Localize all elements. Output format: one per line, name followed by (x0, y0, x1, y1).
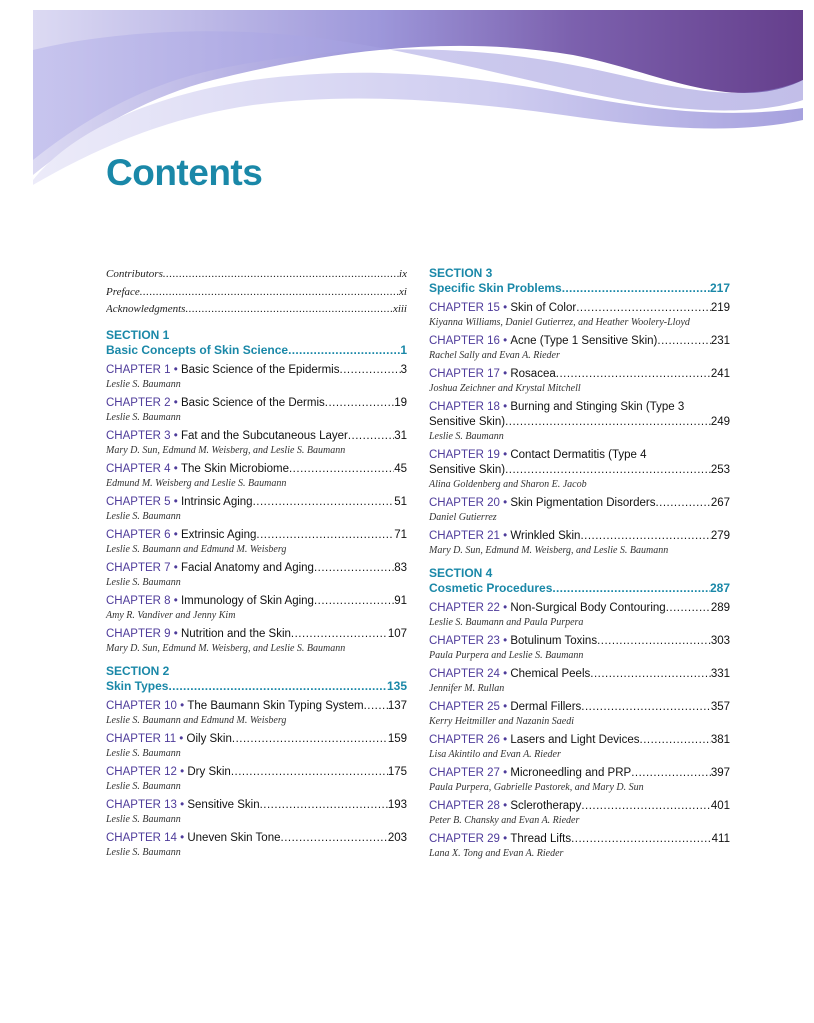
chapter-authors: Lana X. Tong and Evan A. Rieder (429, 848, 564, 859)
bullet-icon: • (170, 396, 181, 409)
bullet-icon: • (499, 734, 511, 746)
section-title-row[interactable] (106, 679, 407, 694)
chapter-page: 203 (387, 831, 407, 844)
bullet-icon: • (170, 594, 181, 607)
chapter-page: 107 (387, 627, 407, 640)
chapter-title-line (429, 334, 730, 349)
chapter-title-line (106, 765, 407, 780)
chapter-title-line (429, 766, 730, 781)
chapter-authors: Paula Purpera, Gabrielle Pastorek, and Mary D. Sun (429, 782, 644, 793)
chapter-number: CHAPTER 15 (429, 302, 500, 314)
chapter-title: Non-Surgical Body Contouring (510, 602, 666, 614)
toc-front-matter[interactable]: Contributors ..... ix (106, 266, 407, 284)
section-title-row[interactable] (429, 281, 730, 296)
chapter-title: The Skin Microbiome (180, 462, 289, 475)
chapter-title-continued: Sensitive Skin) (429, 464, 506, 476)
chapter-entry[interactable] (106, 396, 407, 424)
toc-section (106, 664, 407, 859)
chapter-number: CHAPTER 10 (106, 699, 177, 712)
page-title: Contents (106, 152, 263, 193)
section-title: Specific Skin Problems (429, 281, 562, 295)
chapter-title: Oily Skin (186, 732, 232, 745)
chapter-entry[interactable] (429, 601, 730, 629)
chapter-title: Extrinsic Aging (180, 528, 257, 541)
section-number: SECTION 2 (106, 663, 170, 678)
chapter-number: CHAPTER 8 (106, 594, 171, 607)
chapter-title-line (106, 495, 407, 510)
chapter-title: Acne (Type 1 Sensitive Skin) (510, 335, 658, 347)
chapter-title-line (106, 594, 407, 609)
chapter-authors: Amy R. Vandiver and Jenny Kim (106, 609, 236, 621)
chapter-authors: Daniel Gutierrez (429, 512, 497, 523)
chapter-entry[interactable] (429, 733, 730, 761)
chapter-authors: Leslie S. Baumann (106, 576, 181, 588)
chapter-authors: Leslie S. Baumann and Edmund M. Weisberg (106, 714, 287, 726)
chapter-title-line (106, 732, 407, 747)
bullet-icon: • (170, 561, 181, 574)
section-page: 287 (709, 581, 730, 595)
bullet-icon: • (170, 495, 181, 508)
chapter-page: 51 (394, 495, 407, 508)
chapter-entry[interactable] (429, 496, 730, 524)
chapter-page: 331 (710, 668, 730, 680)
chapter-entry[interactable] (106, 831, 407, 859)
bullet-icon: • (499, 833, 511, 845)
chapter-entry[interactable] (106, 732, 407, 760)
chapter-authors: Kerry Heitmiller and Nazanin Saedi (429, 716, 574, 727)
chapter-number: CHAPTER 5 (106, 495, 171, 508)
chapter-title-line (429, 448, 730, 463)
section-page: 135 (386, 678, 407, 693)
chapter-title: Basic Science of the Dermis (180, 396, 325, 409)
chapter-authors: Leslie S. Baumann and Paula Purpera (429, 617, 584, 628)
chapter-authors: Lisa Akintilo and Evan A. Rieder (429, 749, 561, 760)
section-number: SECTION 4 (429, 566, 493, 580)
bullet-icon: • (170, 462, 181, 475)
chapter-page: 253 (710, 464, 730, 476)
bullet-icon: • (499, 530, 511, 542)
bullet-icon: • (499, 449, 511, 461)
chapter-title-line (429, 700, 730, 715)
chapter-authors: Edmund M. Weisberg and Leslie S. Baumann (106, 477, 287, 489)
chapter-number: CHAPTER 4 (106, 462, 171, 475)
chapter-authors: Peter B. Chansky and Evan A. Rieder (429, 815, 580, 826)
chapter-title-line (429, 634, 730, 649)
chapter-title-line (106, 363, 407, 378)
chapter-entry[interactable] (429, 334, 730, 362)
section-number: SECTION 3 (429, 266, 493, 280)
chapter-page: 71 (394, 528, 407, 541)
chapter-title: Dermal Fillers (510, 701, 582, 713)
chapter-entry[interactable] (429, 529, 730, 557)
chapter-page: 137 (387, 699, 407, 712)
chapter-number: CHAPTER 29 (429, 833, 500, 845)
bullet-icon: • (170, 627, 181, 640)
bullet-icon: • (499, 497, 511, 509)
chapter-title: Thread Lifts (510, 833, 572, 845)
chapter-authors: Leslie S. Baumann (106, 780, 181, 792)
chapter-authors: Leslie S. Baumann (106, 411, 181, 423)
bullet-icon: • (499, 401, 511, 413)
chapter-authors: Joshua Zeichner and Krystal Mitchell (429, 383, 581, 394)
chapter-entry[interactable] (106, 798, 407, 826)
chapter-title: Contact Dermatitis (Type 4 (510, 449, 647, 461)
chapter-page: 31 (394, 429, 407, 442)
chapter-number: CHAPTER 18 (429, 401, 500, 413)
chapter-title-line (106, 462, 407, 477)
toc-section (429, 266, 730, 557)
bullet-icon: • (176, 765, 188, 778)
chapter-title-line (106, 798, 407, 813)
chapter-page: 83 (394, 561, 407, 574)
toc-right-column (429, 266, 730, 866)
chapter-title: Skin of Color (510, 302, 577, 314)
bullet-icon: • (176, 732, 187, 745)
bullet-icon: • (176, 699, 188, 712)
chapter-number: CHAPTER 20 (429, 497, 500, 509)
chapter-title-line (429, 832, 730, 847)
chapter-title-line (429, 400, 730, 415)
chapter-page: 381 (710, 734, 730, 746)
toc-front-matter[interactable]: Acknowledgments ..... xiii (106, 301, 407, 319)
section-number: SECTION 1 (106, 327, 170, 342)
chapter-title: Rosacea (510, 368, 556, 380)
section-title-row[interactable] (429, 581, 730, 596)
chapter-page: 249 (710, 416, 730, 428)
chapter-page: 267 (710, 497, 730, 509)
bullet-icon: • (499, 302, 511, 314)
chapter-entry[interactable] (429, 400, 730, 443)
chapter-authors: Mary D. Sun, Edmund M. Weisberg, and Leslie S. Baumann (106, 642, 346, 654)
chapter-number: CHAPTER 1 (106, 363, 171, 376)
chapter-number: CHAPTER 25 (429, 701, 500, 713)
chapter-title: Facial Anatomy and Aging (180, 561, 314, 574)
chapter-number: CHAPTER 11 (106, 732, 177, 745)
chapter-page: 91 (394, 594, 407, 607)
chapter-number: CHAPTER 7 (106, 561, 171, 574)
bullet-icon: • (170, 528, 181, 541)
section-title: Basic Concepts of Skin Science (106, 342, 289, 357)
chapter-title-line (429, 601, 730, 616)
chapter-title: Burning and Stinging Skin (Type 3 (510, 401, 685, 413)
chapter-title: Lasers and Light Devices (510, 734, 640, 746)
chapter-authors: Leslie S. Baumann (429, 431, 504, 442)
bullet-icon: • (499, 635, 511, 647)
chapter-number: CHAPTER 16 (429, 335, 500, 347)
chapter-page: 303 (710, 635, 730, 647)
chapter-title-line (429, 799, 730, 814)
chapter-entry[interactable] (429, 766, 730, 794)
chapter-entry[interactable] (106, 462, 407, 490)
chapter-title-line (429, 529, 730, 544)
chapter-title-line (429, 367, 730, 382)
chapter-authors: Leslie S. Baumann (106, 846, 181, 858)
chapter-title-line (106, 528, 407, 543)
chapter-title-line (106, 699, 407, 714)
chapter-title: Intrinsic Aging (180, 495, 253, 508)
chapter-page: 231 (710, 335, 730, 347)
section-title: Skin Types (106, 678, 169, 693)
chapter-title-line (429, 733, 730, 748)
chapter-title: Skin Pigmentation Disorders (510, 497, 656, 509)
chapter-title-line (106, 561, 407, 576)
bullet-icon: • (170, 363, 181, 376)
chapter-title-continued: Sensitive Skin) (429, 416, 506, 428)
chapter-title-line (429, 463, 730, 478)
chapter-authors: Mary D. Sun, Edmund M. Weisberg, and Leslie S. Baumann (429, 545, 669, 556)
chapter-number: CHAPTER 2 (106, 396, 171, 409)
chapter-page: 159 (387, 732, 407, 745)
chapter-number: CHAPTER 28 (429, 800, 500, 812)
chapter-page: 397 (710, 767, 730, 779)
chapter-title: Fat and the Subcutaneous Layer (180, 429, 348, 442)
bullet-icon: • (176, 798, 188, 811)
chapter-title-line (429, 667, 730, 682)
chapter-page: 175 (387, 765, 407, 778)
toc-left-column (106, 266, 407, 865)
chapter-entry[interactable] (429, 301, 730, 329)
bullet-icon: • (499, 602, 511, 614)
chapter-entry[interactable] (429, 667, 730, 695)
chapter-number: CHAPTER 17 (429, 368, 500, 380)
bullet-icon: • (499, 668, 511, 680)
chapter-authors: Paula Purpera and Leslie S. Baumann (429, 650, 584, 661)
chapter-number: CHAPTER 19 (429, 449, 500, 461)
chapter-authors: Leslie S. Baumann (106, 510, 181, 522)
chapter-page: 45 (394, 462, 407, 475)
chapter-number: CHAPTER 22 (429, 602, 500, 614)
chapter-entry[interactable] (106, 627, 407, 655)
chapter-title: Dry Skin (187, 765, 231, 778)
chapter-title: Chemical Peels (510, 668, 591, 680)
chapter-number: CHAPTER 9 (106, 627, 171, 640)
chapter-page: 19 (394, 396, 407, 409)
chapter-number: CHAPTER 13 (106, 798, 177, 811)
chapter-number: CHAPTER 3 (106, 429, 171, 442)
chapter-number: CHAPTER 26 (429, 734, 500, 746)
chapter-page: 401 (710, 800, 730, 812)
chapter-entry[interactable] (106, 528, 407, 556)
chapter-page: 193 (387, 798, 407, 811)
chapter-entry[interactable] (106, 363, 407, 391)
chapter-entry[interactable] (429, 634, 730, 662)
chapter-entry[interactable] (429, 799, 730, 827)
chapter-title: The Baumann Skin Typing System (187, 699, 364, 712)
bullet-icon: • (499, 800, 511, 812)
chapter-authors: Mary D. Sun, Edmund M. Weisberg, and Leslie S. Baumann (106, 444, 346, 456)
chapter-entry[interactable] (429, 448, 730, 491)
chapter-title-line (429, 301, 730, 316)
toc-section (106, 328, 407, 655)
bullet-icon: • (170, 429, 181, 442)
section-title-row[interactable] (106, 343, 407, 358)
chapter-entry[interactable] (429, 832, 730, 860)
chapter-number: CHAPTER 24 (429, 668, 500, 680)
chapter-authors: Jennifer M. Rullan (429, 683, 505, 694)
bullet-icon: • (499, 701, 511, 713)
chapter-title: Nutrition and the Skin (180, 627, 291, 640)
chapter-authors: Alina Goldenberg and Sharon E. Jacob (429, 479, 587, 490)
chapter-title-line (429, 415, 730, 430)
chapter-entry[interactable] (106, 765, 407, 793)
chapter-title: Sclerotherapy (510, 800, 582, 812)
chapter-number: CHAPTER 27 (429, 767, 500, 779)
chapter-entry[interactable] (429, 367, 730, 395)
chapter-entry[interactable] (106, 561, 407, 589)
chapter-title: Wrinkled Skin (510, 530, 581, 542)
chapter-title-line (106, 831, 407, 846)
chapter-page: 241 (710, 368, 730, 380)
bullet-icon: • (499, 368, 511, 380)
chapter-number: CHAPTER 23 (429, 635, 500, 647)
chapter-number: CHAPTER 21 (429, 530, 500, 542)
chapter-authors: Leslie S. Baumann (106, 747, 181, 759)
section-title: Cosmetic Procedures (429, 581, 553, 595)
chapter-title-line (429, 496, 730, 511)
bullet-icon: • (499, 767, 511, 779)
chapter-number: CHAPTER 12 (106, 765, 177, 778)
chapter-title-line (106, 396, 407, 411)
chapter-title: Basic Science of the Epidermis (180, 363, 340, 376)
chapter-number: CHAPTER 14 (106, 831, 177, 844)
chapter-authors: Leslie S. Baumann and Edmund M. Weisberg (106, 543, 287, 555)
chapter-title-line (106, 429, 407, 444)
section-page: 1 (400, 342, 407, 357)
chapter-entry[interactable] (106, 699, 407, 727)
bullet-icon: • (499, 335, 511, 347)
chapter-page: 279 (710, 530, 730, 542)
chapter-entry[interactable] (106, 429, 407, 457)
chapter-title-line (106, 627, 407, 642)
chapter-page: 411 (711, 833, 730, 845)
chapter-page: 289 (710, 602, 730, 614)
chapter-authors: Kiyanna Williams, Daniel Gutierrez, and Heather Woolery-Lloyd (429, 317, 690, 328)
chapter-title: Microneedling and PRP (510, 767, 632, 779)
chapter-title: Sensitive Skin (187, 798, 260, 811)
chapter-authors: Leslie S. Baumann (106, 813, 181, 825)
chapter-title: Immunology of Skin Aging (180, 594, 314, 607)
chapter-authors: Leslie S. Baumann (106, 378, 181, 390)
toc-section (429, 566, 730, 860)
chapter-number: CHAPTER 6 (106, 528, 171, 541)
chapter-entry[interactable] (429, 700, 730, 728)
bullet-icon: • (176, 831, 188, 844)
toc-front-matter[interactable]: Preface ..... xi (106, 284, 407, 302)
chapter-entry[interactable] (106, 594, 407, 622)
chapter-authors: Rachel Sally and Evan A. Rieder (429, 350, 560, 361)
chapter-title: Botulinum Toxins (510, 635, 598, 647)
chapter-title: Uneven Skin Tone (187, 831, 281, 844)
section-page: 217 (709, 281, 730, 295)
chapter-page: 357 (710, 701, 730, 713)
chapter-page: 3 (400, 363, 407, 376)
chapter-page: 219 (710, 302, 730, 314)
chapter-entry[interactable] (106, 495, 407, 523)
